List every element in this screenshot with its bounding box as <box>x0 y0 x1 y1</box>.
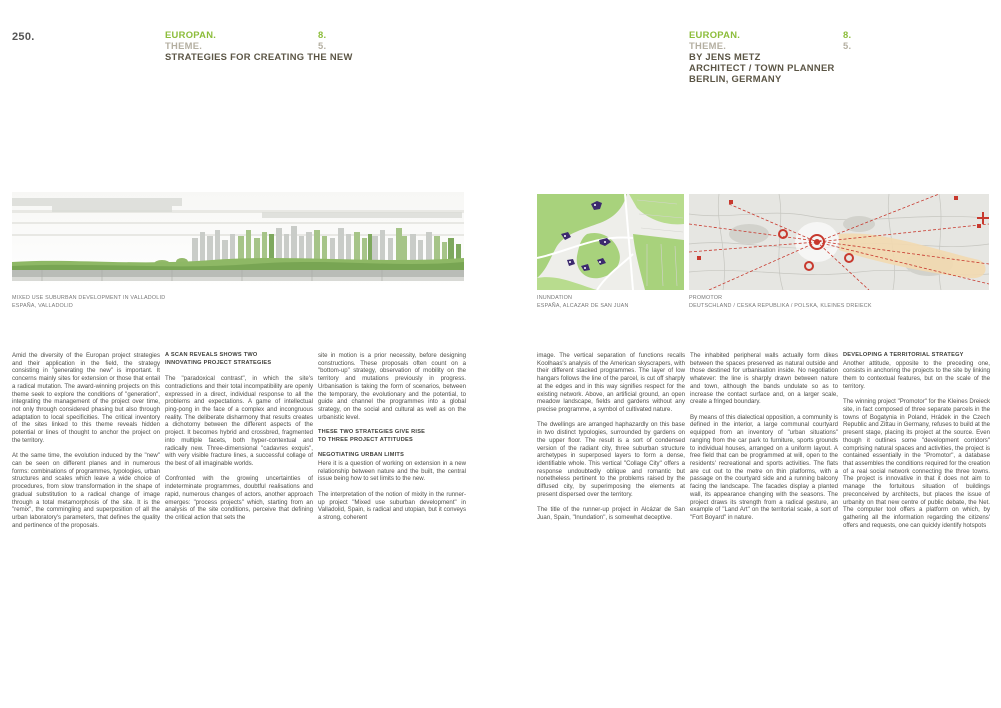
right-header-author: BY JENS METZ <box>689 51 761 62</box>
col4-paragraph-1: image. The vertical separation of functions recalls Koolhaas's analysis of the American skyscrapers, with their different stacked programmes. The layer of low hangars follows the line of the parcel, is cut off sharply at the edges and in this way signifies respect for the existing network. Above, an artificial ground, an open meadow landscape, fields and gardens without any precise programme, a symbol of cultivated nature. <box>537 352 685 414</box>
col3-paragraph-2: Here it is a question of working on extension in a new relationship between nature and the built, the central issue being how to set limits to the new. <box>318 460 466 483</box>
col4-paragraph-2: The dwellings are arranged haphazardly on this base in two distinct typologies, surrounded by gardens on the upper floor. The result is a sort of condensed version of the radiant city, three suburban structure archetypes in superposed layers to form a dense, identifiable whole. This vertical "Collage City" offers a response undoubtedly oblique and romantic but nonetheless pertinent to the problems raised by the diffused city, by superimposing the elements at present dispersed over the territory. <box>537 421 685 498</box>
col5-paragraph-2: By means of this dialectical opposition, a community is defined in the interior, a large communal courtyard equipped from an inventory of "urban situations" ranging from the car park to furniture, sports grounds to individual houses, arranged on a uniform layout. A free field that can be programmed at will, open to the residents' recreational and sports activities. The flats are cut out to the metre on thin platforms, with a passage on the courtyard side and a running balcony facing the landscape. The facades display a planted wall, its appearance changing with the seasons. The project draws its strength from a radical gesture, an example of "Land Art" on the territorial scale, a sort of "Fort Boyard" in nature. <box>690 413 838 522</box>
col2-heading-line-1: A SCAN REVEALS SHOWS TWO <box>165 352 258 358</box>
right-header-issue: 8. <box>843 29 852 40</box>
page-number: 250. <box>12 31 35 43</box>
right-header-europan: EUROPAN. <box>689 29 741 40</box>
left-header-theme-number: 5. <box>318 40 327 51</box>
col6-paragraph-2: The winning project "Promotor" for the Kleines Dreieck site, in fact composed of three separate parcels in the towns of Bogatynia in Poland, Hrádek in the Czech Republic and Zittau in Germany, refuses to build at the present stage, placing its project at the source. Even though it outlines some "development corridors" comprising natural spaces and activities, the project is contained essentially in the "Promotor", a database that assembles the conditions required for the creation of a real social network connecting the three towns. The project is innovative in that it does not aim to manage the fortuitous situation of buildings preconceived by architects, but places the issue of urbanity on that new centre of public debate, the Net. The computer tool offers a platform on which, by gathering all the information regarding the citizens' offers and requests, one can quickly identify hotspots <box>843 398 990 529</box>
valladolid-caption-place: ESPAÑA, VALLADOLID <box>12 303 73 309</box>
promotor-map-image <box>689 194 989 290</box>
col3-paragraph-1: site in motion is a prior necessity, before designing constructions. These proposals often count on a "bottom-up" strategy, observation of mobility on the territory and mutations previously in progress. Urbanisation is taking the form of scenarios, between the temporary, the evolutionary and the potential, to guide and channel the programmes into a global strategy, on the social and cultural as well as on the urbanistic level. <box>318 352 466 421</box>
text-column-1 <box>12 352 160 562</box>
right-header-theme-number: 5. <box>843 40 852 51</box>
col2-heading-line-2: INNOVATING PROJECT STRATEGIES <box>165 359 272 366</box>
inundation-map-image <box>537 194 684 290</box>
text-column-4 <box>537 352 685 562</box>
inundation-caption-place: ESPAÑA, ALCAZAR DE SAN JUAN <box>537 303 629 309</box>
left-header-europan: EUROPAN. <box>165 29 217 40</box>
text-column-5 <box>690 352 838 562</box>
col1-paragraph-1: Amid the diversity of the Europan project strategies and their application in the field, the strategy consisting in "generating the new" is important. It concerns mainly sites for extension or those that entail a radical mutation. The award-winning projects on this theme seek to explore the conditions of "generation", integrating the management of the project over time, not only through considered phasing but also through adaptation to local specificities. The critical inventory of the sites linked to this theme reveals hidden potential or lines of thought to anchor the project on the territory. <box>12 352 160 444</box>
text-column-6 <box>843 352 990 562</box>
right-header-city: BERLIN, GERMANY <box>689 73 782 84</box>
col6-heading: DEVELOPING A TERRITORIAL STRATEGY <box>843 352 964 358</box>
promotor-caption-title: PROMOTOR <box>689 295 723 301</box>
col6-paragraph-1: Another attitude, opposite to the preceding one, consists in anchoring the projects to the site by linking them to contextual features, but on the scale of the territory. <box>843 359 990 390</box>
right-header-profession: ARCHITECT / TOWN PLANNER <box>689 62 835 73</box>
left-header-title: STRATEGIES FOR CREATING THE NEW <box>165 51 353 62</box>
text-column-3 <box>318 352 466 562</box>
col2-paragraph-2: Confronted with the growing uncertainties of indeterminate programmes, doubtful realisations and rapid, numerous changes of actors, another approach emerges: "process projects" which, starting from an analysis of the site conditions, perceive that defining the critical action that sets the <box>165 475 313 522</box>
col4-paragraph-3: The title of the runner-up project in Alcázar de San Juan, Spain, "Inundation", is somewhat deceptive. <box>537 506 685 522</box>
col3-subheading: NEGOTIATING URBAN LIMITS <box>318 452 405 459</box>
col3-heading-line-2: TO THREE PROJECT ATTITUDES <box>318 436 413 443</box>
valladolid-caption-title: MIXED USE SUBURBAN DEVELOPMENT IN VALLADOLID <box>12 295 166 301</box>
left-header-theme: THEME. <box>165 40 203 51</box>
inundation-caption-title: INUNDATION <box>537 295 573 301</box>
text-column-2 <box>165 352 313 562</box>
valladolid-image <box>12 192 464 288</box>
col2-paragraph-1: The "paradoxical contrast", in which the site's contradictions and their total incompatibility are openly expressed in a direct, individual response to all the problems and expectations. A game of intellectual ping-pong in the face of a complex and incongruous reality. The deliberate disharmony that results creates a dichotomy between the different aspects of the project. It becomes hybrid and crossbred, fragmented into multiple facets, both hyper-contextual and radically new. Three-dimensional "cadavres exquis", with very visible fracture lines, a successful collage of the best of all imaginable worlds. <box>165 375 313 468</box>
promotor-caption-place: DEUTSCHLAND / CESKA REPUBLIKA / POLSKA, KLEINES DREIECK <box>689 303 872 309</box>
right-header-theme: THEME. <box>689 40 727 51</box>
col3-heading-line-1: THESE TWO STRATEGIES GIVE RISE <box>318 429 426 436</box>
col5-paragraph-1: The inhabited peripheral walls actually form dikes between the spaces preserved as natural outside and those destined for urbanisation inside. No negotiation whatever: the line is sharply drawn between nature and town, although the bands undulate so as to increase the contact surface and, on a larger scale, create a fringed boundary. <box>690 352 838 406</box>
col3-paragraph-3: The interpretation of the notion of mixity in the runner-up project "Mixed use suburban development" in Valladolid, Spain, is radical and utopian, but it conveys a strong, coherent <box>318 490 466 521</box>
col1-paragraph-2: At the same time, the evolution induced by the "new" can be seen on different planes and in numerous forms: combinations of programmes, typologies, urban structures and scales which leave a wide choice of procedures, from slow transformation in the shape of gradual substitution to a radical change of image through a total metamorphosis of the site. It is the "remix", the commingling and superposition of all the urban laboratory's parameters, that defines the quality and pertinence of the proposals. <box>12 452 160 529</box>
left-header-issue: 8. <box>318 29 327 40</box>
